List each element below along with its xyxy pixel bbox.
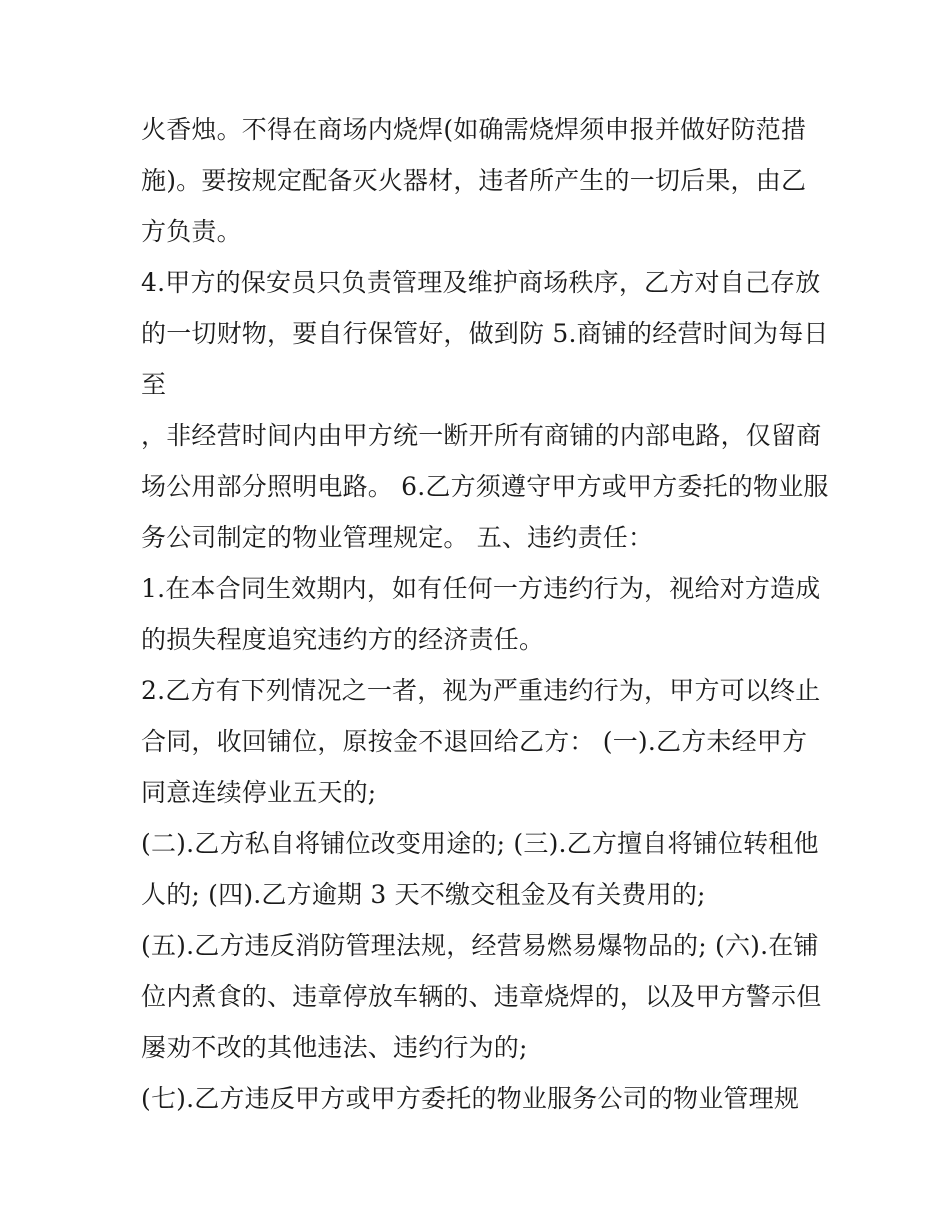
- text-line: (七).乙方违反甲方或甲方委托的物业服务公司的物业管理规: [141, 1084, 800, 1113]
- text-line: 1.在本合同生效期内，如有任何一方违约行为，视给对方造成: [141, 574, 821, 603]
- text-line: 合同，收回铺位，原按金不退回给乙方： (一).乙方未经甲方: [141, 727, 808, 756]
- text-line: 至: [141, 370, 167, 399]
- text-line: 4.甲方的保安员只负责管理及维护商场秩序，乙方对自己存放: [141, 268, 821, 297]
- text-line: 的一切财物，要自行保管好，做到防 5.商铺的经营时间为每日: [141, 319, 829, 348]
- text-line: ，非经营时间内由甲方统一断开所有商铺的内部电路，仅留商: [141, 421, 822, 450]
- text-line: 方负责。: [141, 217, 242, 246]
- text-line: 火香烛。不得在商场内烧焊(如确需烧焊须申报并做好防范措: [141, 115, 807, 144]
- text-line: 位内煮食的、违章停放车辆的、违章烧焊的，以及甲方警示但: [141, 982, 822, 1011]
- text-line: 同意连续停业五天的;: [141, 778, 377, 807]
- text-line: 施)。要按规定配备灭火器材，违者所产生的一切后果，由乙: [141, 166, 807, 195]
- text-line: 务公司制定的物业管理规定。 五、违约责任：: [141, 523, 654, 552]
- text-line: 场公用部分照明电路。 6.乙方须遵守甲方或甲方委托的物业服: [141, 472, 829, 501]
- document-body: [141, 104, 829, 1124]
- text-line: 2.乙方有下列情况之一者，视为严重违约行为，甲方可以终止: [141, 676, 821, 705]
- text-line: 人的; (四).乙方逾期 3 天不缴交租金及有关费用的;: [141, 880, 706, 909]
- text-line: (五).乙方违反消防管理法规，经营易燃易爆物品的; (六).在铺: [141, 931, 819, 960]
- text-line: 的损失程度追究违约方的经济责任。: [141, 625, 545, 654]
- text-line: (二).乙方私自将铺位改变用途的; (三).乙方擅自将铺位转租他: [141, 829, 819, 858]
- text-line: 屡劝不改的其他违法、违约行为的;: [141, 1033, 528, 1062]
